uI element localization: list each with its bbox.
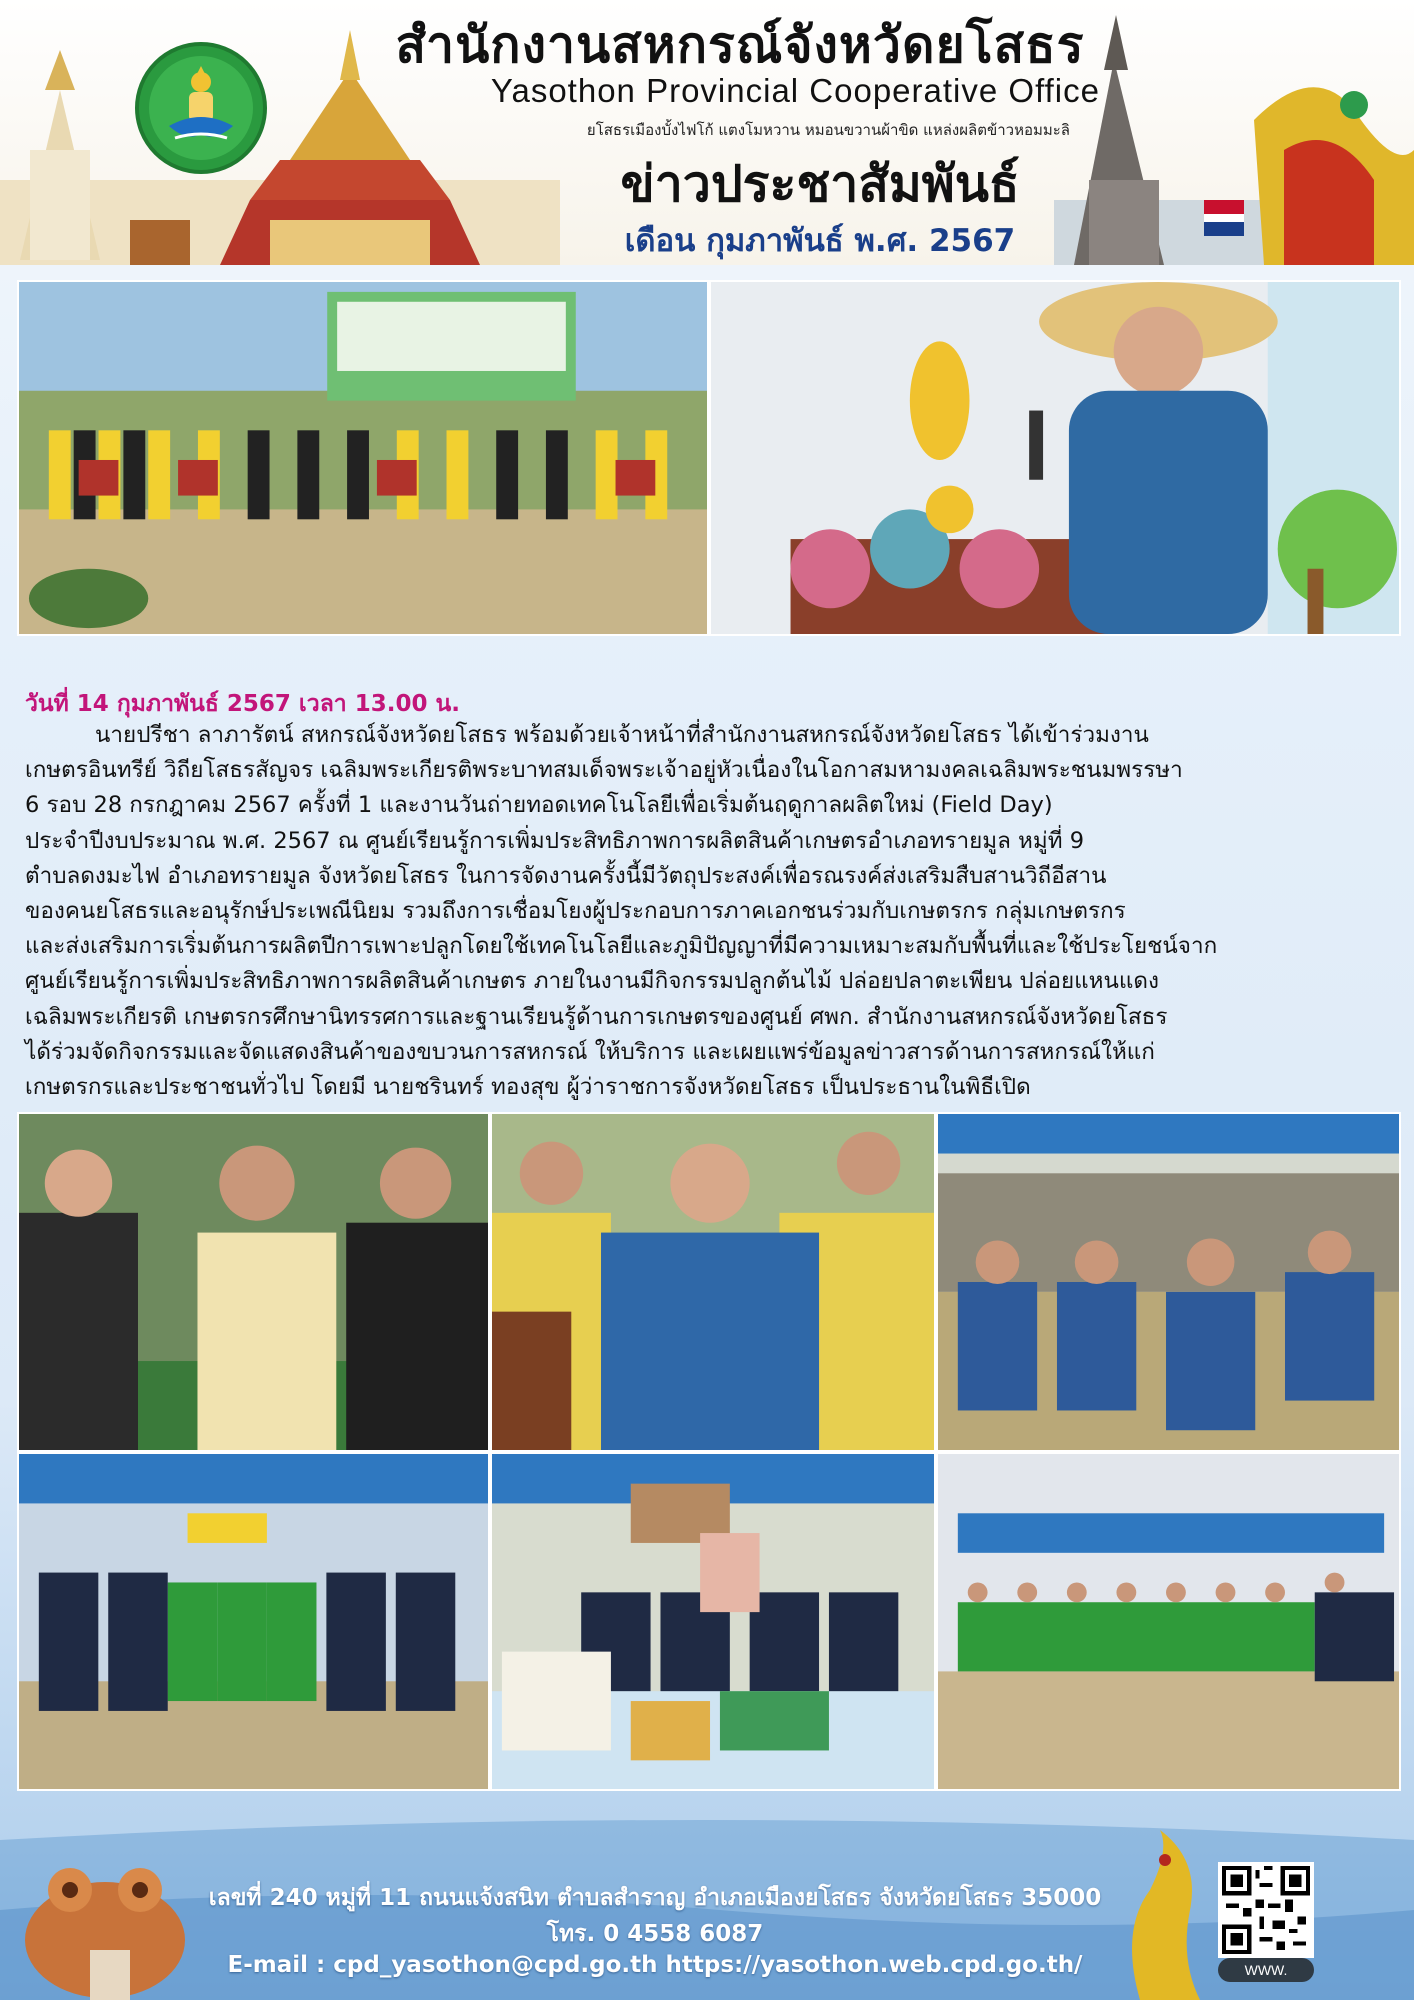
article-line: เกษตรกรและประชาชนทั่วไป โดยมี นายชรินทร์ ทองสุข ผู้ว่าราชการจังหวัดยโสธร เป็นประธานในพิธีเปิด xyxy=(25,1074,1031,1101)
footer-address: เลขที่ 240 หมู่ที่ 11 ถนนแจ้งสนิท ตำบลสำราญ อำเภอเมืองยโสธร จังหวัดยโสธร 35000 xyxy=(208,1885,1102,1911)
article-line: เฉลิมพระเกียรติ เกษตรกรศึกษานิทรรศการและฐานเรียนรู้ด้านการเกษตรของศูนย์ ศพก. สำนักงานสหกรณ์จังหวัดยโสธร xyxy=(25,1003,1168,1030)
article-line: ประจำปีงบประมาณ พ.ศ. 2567 ณ ศูนย์เรียนรู้การเพิ่มประสิทธิภาพการผลิตสินค้าเกษตรอำเภอทรายมูล หมู่ที่ 9 xyxy=(25,827,1085,854)
photo-speaker-podium xyxy=(709,280,1401,636)
photo-audience-tent xyxy=(936,1112,1401,1452)
article-line: นายปรีชา ลาภารัตน์ สหกรณ์จังหวัดยโสธร พร้อมด้วยเจ้าหน้าที่สำนักงานสหกรณ์จังหวัดยโสธร ได้เข้าร่วมงาน xyxy=(95,722,1149,748)
footer-phone: โทร. 0 4558 6087 xyxy=(546,1921,764,1947)
article-line: เกษตรอินทรีย์ วิถียโสธรสัญจร เฉลิมพระเกียรติพระบาทสมเด็จพระเจ้าอยู่หัวเนื่องในโอกาสมหามงคลเฉลิมพระชนมพรรษา xyxy=(25,757,1183,784)
issue-month: เดือน กุมภาพันธ์ พ.ศ. 2567 xyxy=(624,223,1016,259)
press-release-heading: ข่าวประชาสัมพันธ์ xyxy=(620,155,1020,213)
photo-officials-seated xyxy=(17,1112,490,1452)
article-line: ได้ร่วมจัดกิจกรรมและจัดแสดงสินค้าของขบวนการสหกรณ์ ให้บริการ และเผยแพร่ข้อมูลข่าวสารด้านการสหกรณ์ให้แก่ xyxy=(25,1038,1155,1065)
deity-emblem-icon xyxy=(165,64,237,152)
article-line: และส่งเสริมการเริ่มต้นการผลิตปีการเพาะปลูกโดยใช้เทคโนโลยีและภูมิปัญญาที่มีความเหมาะสมกับพื้นที่และใช้ประโยชน์จาก xyxy=(25,933,1218,960)
footer-contact: E-mail : cpd_yasothon@cpd.go.th https://yasothon.web.cpd.go.th/ xyxy=(227,1952,1083,1978)
article-line: ตำบลดงมะไฟ อำเภอทรายมูล จังหวัดยโสธร ในการจัดงานครั้งนี้มีวัตถุประสงค์เพื่อรณรงค์ส่งเสริมสืบสานวิถีอีสาน xyxy=(25,862,1107,889)
article-line: ศูนย์เรียนรู้การเพิ่มประสิทธิภาพการผลิตสินค้าเกษตร ภายในงานมีกิจกรรมปลูกต้นไม้ ปล่อยปลาตะเพียน ปล่อยแหนแดง xyxy=(25,968,1159,995)
qr-caption: WWW. xyxy=(1218,1958,1314,1982)
qr-code[interactable] xyxy=(1218,1862,1314,1958)
office-title-thai: สำนักงานสหกรณ์จังหวัดยโสธร xyxy=(395,16,1085,74)
photo-group-students xyxy=(936,1452,1401,1791)
article-body xyxy=(25,718,1395,1105)
office-title-english: Yasothon Provincial Cooperative Office xyxy=(490,72,1100,109)
photo-guests-front-row xyxy=(490,1112,936,1452)
event-date: วันที่ 14 กุมภาพันธ์ 2567 เวลา 13.00 น. xyxy=(25,691,460,717)
province-tagline: ยโสธรเมืองบั้งไฟโก้ แตงโมหวาน หมอนขวานผ้าขิด แหล่งผลิตข้าวหอมมะลิ xyxy=(586,121,1070,139)
photo-students-award xyxy=(17,1452,490,1791)
photo-product-booth xyxy=(490,1452,936,1791)
article-line: 6 รอบ 28 กรกฎาคม 2567 ครั้งที่ 1 และงานวันถ่ายทอดเทคโนโลยีเพื่อเริ่มต้นฤดูกาลผลิตใหม่ (Field Day) xyxy=(25,792,1053,819)
header-banner xyxy=(0,0,1414,265)
photo-group-field-day xyxy=(17,280,709,636)
cooperative-logo xyxy=(135,42,267,174)
article-line: ของคนยโสธรและอนุรักษ์ประเพณีนิยม รวมถึงการเชื่อมโยงผู้ประกอบการภาคเอกชนร่วมกับเกษตรกร กลุ่มเกษตรกร xyxy=(25,898,1126,925)
